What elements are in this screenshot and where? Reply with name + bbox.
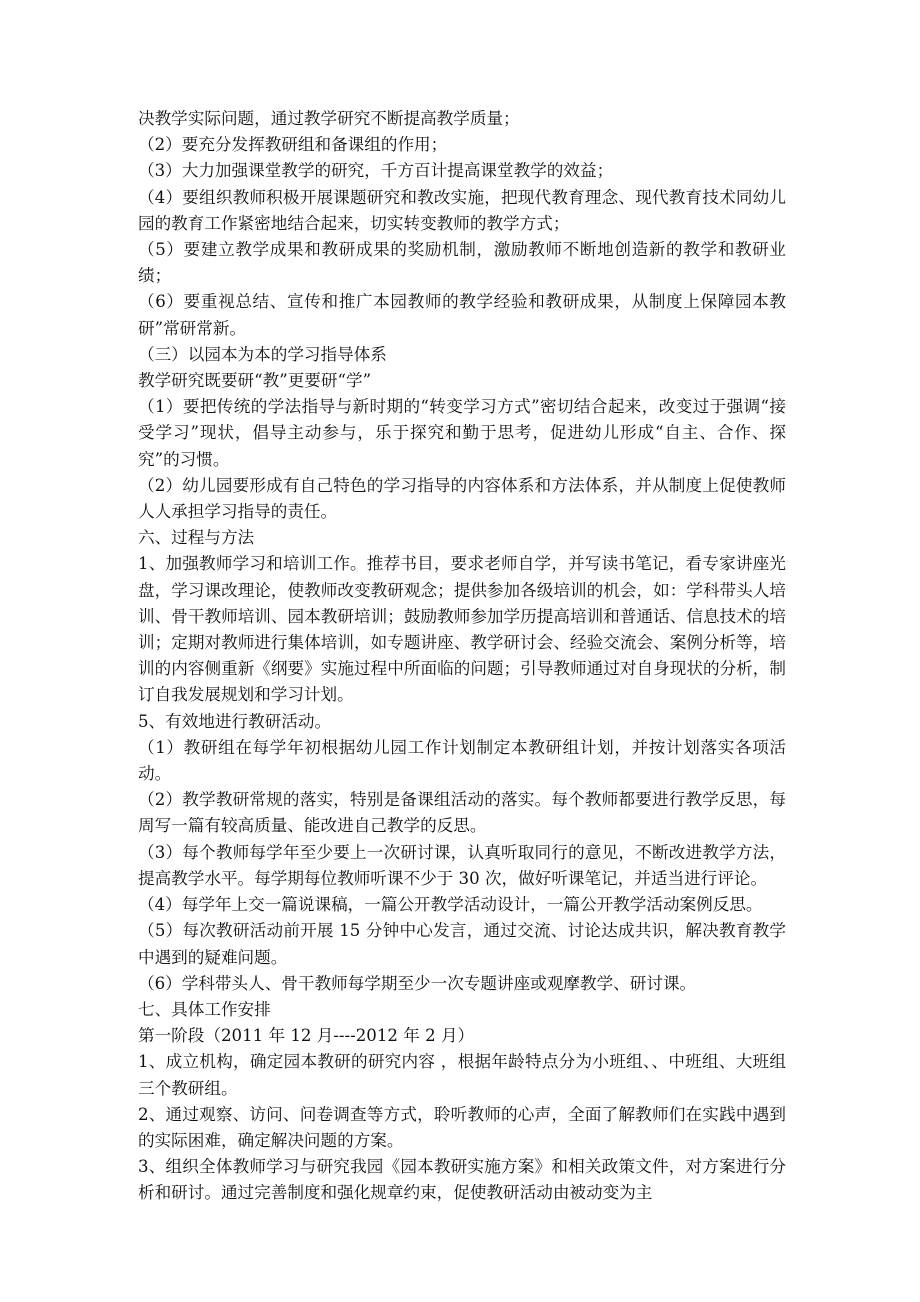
paragraph-activity-4: （4）每学年上交一篇说课稿，一篇公开教学活动设计，一篇公开教学活动案例反思。 — [138, 895, 763, 915]
phase-heading-1: 第一阶段（2011 年 12 月----2012 年 2 月） — [138, 1026, 475, 1046]
paragraph-item-4: （4）要组织教师积极开展课题研究和教改实施，把现代教育理念、现代教育技术同幼儿园的教育工作紧密地结合起来，切实转变教师的教学方式； — [138, 187, 786, 233]
section-heading-3: （三）以园本为本的学习指导体系 — [138, 344, 387, 364]
paragraph-item-3: （3）大力加强课堂教学的研究，千方百计提高课堂教学的效益； — [138, 161, 614, 181]
paragraph-activity-1: （1）教研组在每学年初根据幼儿园工作计划制定本教研组计划，并按计划落实各项活动。 — [138, 737, 786, 784]
paragraph-teach-learn: 教学研究既要研“教”更要研“学” — [138, 371, 372, 391]
paragraph-intro-continuation: 决教学实际问题，通过教学研究不断提高教学质量； — [138, 109, 520, 128]
paragraph-activity-3: （3）每个教师每学年至少要上一次研讨课，认真听取同行的意见，不断改进教学方法，提高教学水平。每学期每位教师听课不少于 30 次，做好听课笔记，并适当进行评论。 — [138, 842, 786, 888]
section-heading-7: 七、具体工作安排 — [138, 999, 271, 1019]
paragraph-training: 1、加强教师学习和培训工作。推荐书目，要求老师自学，并写读书笔记，看专家讲座光盘，学习课改理论，使教师改变教研观念；提供参加各级培训的机会，如：学科带头人培训、骨干教师培训、园本教研培训；鼓励教师参加学历提高培训和普通话、信息技术的培训；定期对教师进行集体培训，如专题讲座、教学研讨会、经验交流会、案例分析等，培训的内容侧重新《纲要》实施过程中所面临的问题；引导教师通过对自身现状的分析，制订自我发展规划和学习计划。 — [138, 554, 786, 705]
paragraph-activity-5: （5）每次教研活动前开展 15 分钟中心发言，通过交流、讨论达成共识，解决教育教学中遇到的疑难问题。 — [138, 921, 786, 967]
paragraph-activity-6: （6）学科带头人、骨干教师每学期至少一次专题讲座或观摩教学、研讨课。 — [138, 973, 697, 993]
paragraph-learning-2: （2）幼儿园要形成有自己特色的学习指导的内容体系和方法体系，并从制度上促使教师人人承担学习指导的责任。 — [138, 475, 786, 522]
paragraph-research-activity: 5、有效地进行教研活动。 — [138, 711, 332, 731]
paragraph-phase-2: 2、通过观察、访问、问卷调查等方式，聆听教师的心声，全面了解教师们在实践中遇到的实际困难，确定解决问题的方案。 — [138, 1104, 786, 1150]
section-heading-6: 六、过程与方法 — [138, 528, 255, 548]
paragraph-phase-3: 3、组织全体教师学习与研究我园《园本教研实施方案》和相关政策文件，对方案进行分析和研讨。通过完善制度和强化规章约束，促使教研活动由被动变为主 — [138, 1157, 786, 1203]
paragraph-learning-1: （1）要把传统的学法指导与新时期的“转变学习方式”密切结合起来，改变过于强调“接受学习”现状，倡导主动参与，乐于探究和勤于思考，促进幼儿形成“自主、合作、探究”的习惯。 — [138, 397, 786, 469]
paragraph-item-5: （5）要建立教学成果和教研成果的奖励机制，激励教师不断地创造新的教学和教研业绩； — [138, 240, 786, 286]
paragraph-item-6: （6）要重视总结、宣传和推广本园教师的教学经验和教研成果，从制度上保障园本教研”常研常新。 — [138, 292, 786, 338]
paragraph-activity-2: （2）教学教研常规的落实，特别是备课组活动的落实。每个教师都要进行教学反思，每周写一篇有较高质量、能改进自己教学的反思。 — [138, 790, 786, 836]
document-page — [138, 106, 786, 1207]
paragraph-item-2: （2）要充分发挥教研组和备课组的作用； — [138, 135, 448, 155]
paragraph-phase-1: 1、成立机构，确定园本教研的研究内容 ，根据年龄特点分为小班组、、中班组、大班组 三个教研组。 — [138, 1052, 786, 1098]
